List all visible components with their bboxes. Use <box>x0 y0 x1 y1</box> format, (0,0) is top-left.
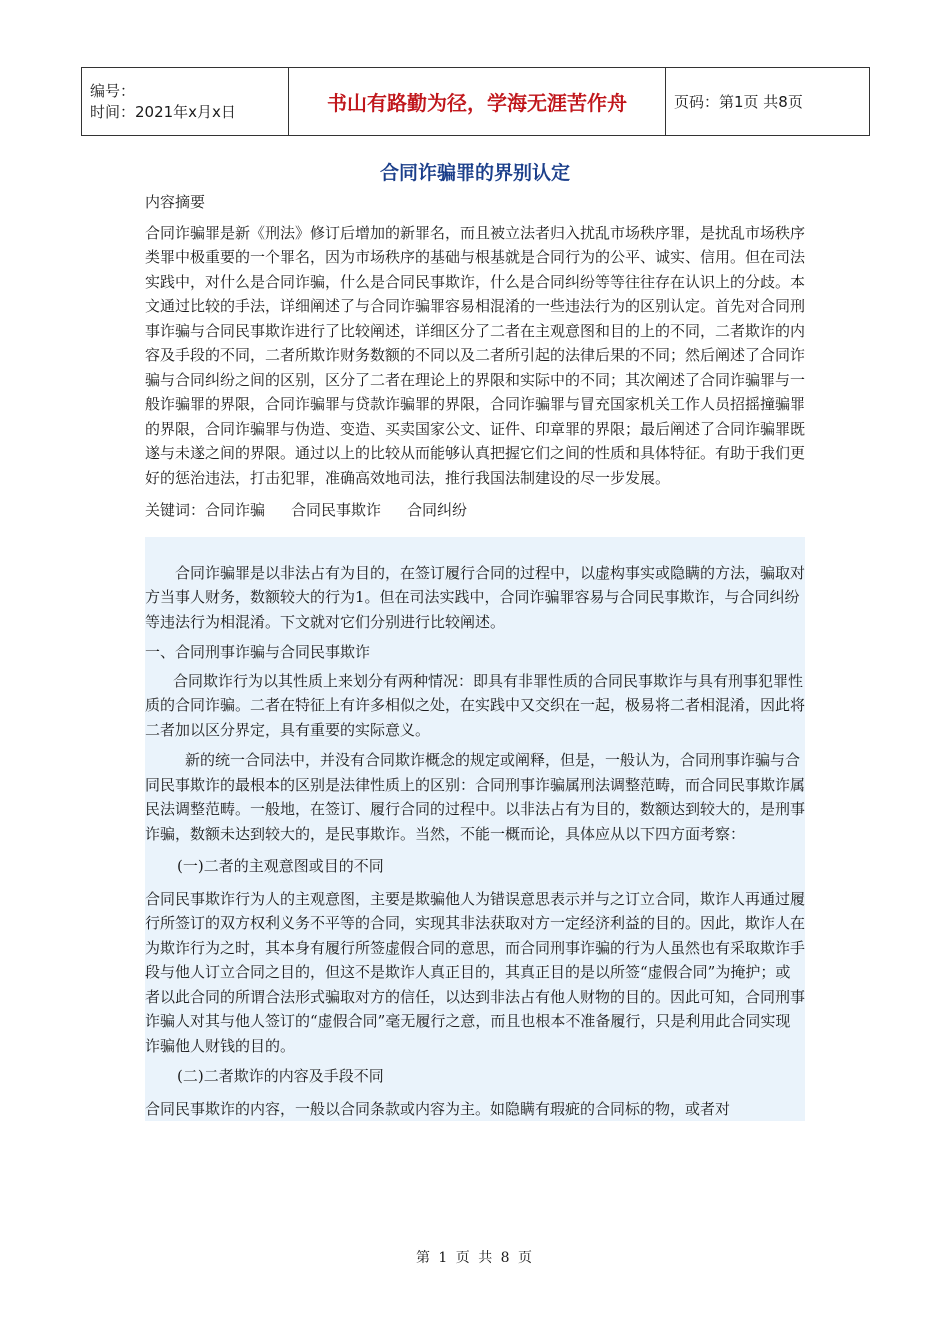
intro-paragraph: 合同诈骗罪是以非法占有为目的，在签订履行合同的过程中，以虚构事实或隐瞒的方法，骗取对方当事人财务，数额较大的行为1。但在司法实践中，合同诈骗罪容易与合同民事欺诈，与合同纠纷等违法行为相混淆。下文就对它们分别进行比较阐述。 <box>145 563 806 631</box>
page-footer: 第 1 页 共 8 页 <box>415 1250 535 1266</box>
document-date-label: 时间：2021年x月x日 <box>90 102 236 121</box>
document-number-label: 编号： <box>90 81 136 100</box>
keywords-label: 关键词： <box>145 501 206 519</box>
header-meta <box>82 68 289 136</box>
header-motto: 书山有路勤为径，学海无涯苦作舟 <box>289 68 666 136</box>
document-body <box>145 190 805 1127</box>
keyword-item: 合同民事欺诈 <box>291 501 382 519</box>
section-heading: 一、合同刑事诈骗与合同民事欺诈 <box>145 643 371 661</box>
shaded-body <box>145 537 805 1122</box>
keyword-item: 合同诈骗 <box>205 501 266 519</box>
document-title: 合同诈骗罪的界别认定 <box>379 162 570 184</box>
body-paragraph: 合同欺诈行为以其性质上来划分有两种情况：即具有非罪性质的合同民事欺诈与具有刑事犯罪性质的合同诈骗。二者在特征上有许多相似之处，在实践中又交织在一起，极易将二者相混淆，因此将二者加以区分界定，具有重要的实际意义。 <box>145 671 806 739</box>
body-paragraph: 合同民事欺诈的内容，一般以合同条款或内容为主。如隐瞒有瑕疵的合同标的物，或者对 <box>145 1099 731 1118</box>
abstract-label: 内容摘要 <box>145 193 206 211</box>
subsection-heading: (二)二者欺诈的内容及手段不同 <box>177 1067 384 1085</box>
keyword-item: 合同纠纷 <box>407 501 468 519</box>
document-header <box>81 67 870 136</box>
body-paragraph: 新的统一合同法中，并没有合同欺诈概念的规定或阐释，但是，一般认为，合同刑事诈骗与合同民事欺诈的最根本的区别是法律性质上的区别：合同刑事诈骗属刑法调整范畴，而合同民事欺诈属民法调整范畴。一般地，在签订、履行合同的过程中。以非法占有为目的，数额达到较大的，是刑事诈骗，数额未达到较大的，是民事欺诈。当然，不能一概而论，具体应从以下四方面考察： <box>145 751 806 843</box>
abstract-text: 合同诈骗罪是新《刑法》修订后增加的新罪名，而且被立法者归入扰乱市场秩序罪，是扰乱市场秩序类罪中极重要的一个罪名，因为市场秩序的基础与根基就是合同行为的公平、诚实、信用。但在司法实践中，对什么是合同诈骗，什么是合同民事欺诈，什么是合同纠纷等等往往存在认识上的分歧。本文通过比较的手法，详细阐述了与合同诈骗罪容易相混淆的一些违法行为的区别认定。首先对合同刑事诈骗与合同民事欺诈进行了比较阐述，详细区分了二者在主观意图和目的上的不同，二者欺诈的内容及手段的不同，二者所欺诈财务数额的不同以及二者所引起的法律后果的不同；然后阐述了合同诈骗与合同纠纷之间的区别，区分了二者在理论上的界限和实际中的不同；其次阐述了合同诈骗罪与一般诈骗罪的界限，合同诈骗罪与贷款诈骗罪的界限，合同诈骗罪与冒充国家机关工作人员招摇撞骗罪的界限，合同诈骗罪与伪造、变造、买卖国家公文、证件、印章罪的界限；最后阐述了合同诈骗罪既遂与未遂之间的界限。通过以上的比较从而能够认真把握它们之间的性质和具体特征。有助于我们更好的惩治违法，打击犯罪，准确高效地司法，推行我国法制建设的尽一步发展。 <box>145 223 806 487</box>
body-paragraph: 合同民事欺诈行为人的主观意图，主要是欺骗他人为错误意思表示并与之订立合同，欺诈人再通过履行所签订的双方权利义务不平等的合同，实现其非法获取对方一定经济利益的目的。因此，欺诈人在为欺诈行为之时，其本身有履行所签虚假合同的意思，而合同刑事诈骗的行为人虽然也有采取欺诈手段与他人订立合同之目的，但这不是欺诈人真正目的，其真正目的是以所签“虚假合同”为掩护；或者以此合同的所谓合法形式骗取对方的信任，以达到非法占有他人财物的目的。因此可知，合同刑事诈骗人对其与他人签订的“虚假合同”毫无履行之意，而且也根本不准备履行，只是利用此合同实现诈骗他人财钱的目的。 <box>145 889 806 1055</box>
subsection-heading: (一)二者的主观意图或目的不同 <box>177 857 384 875</box>
keywords-line <box>145 498 805 523</box>
header-page-count: 页码：第1页 共8页 <box>666 68 870 136</box>
